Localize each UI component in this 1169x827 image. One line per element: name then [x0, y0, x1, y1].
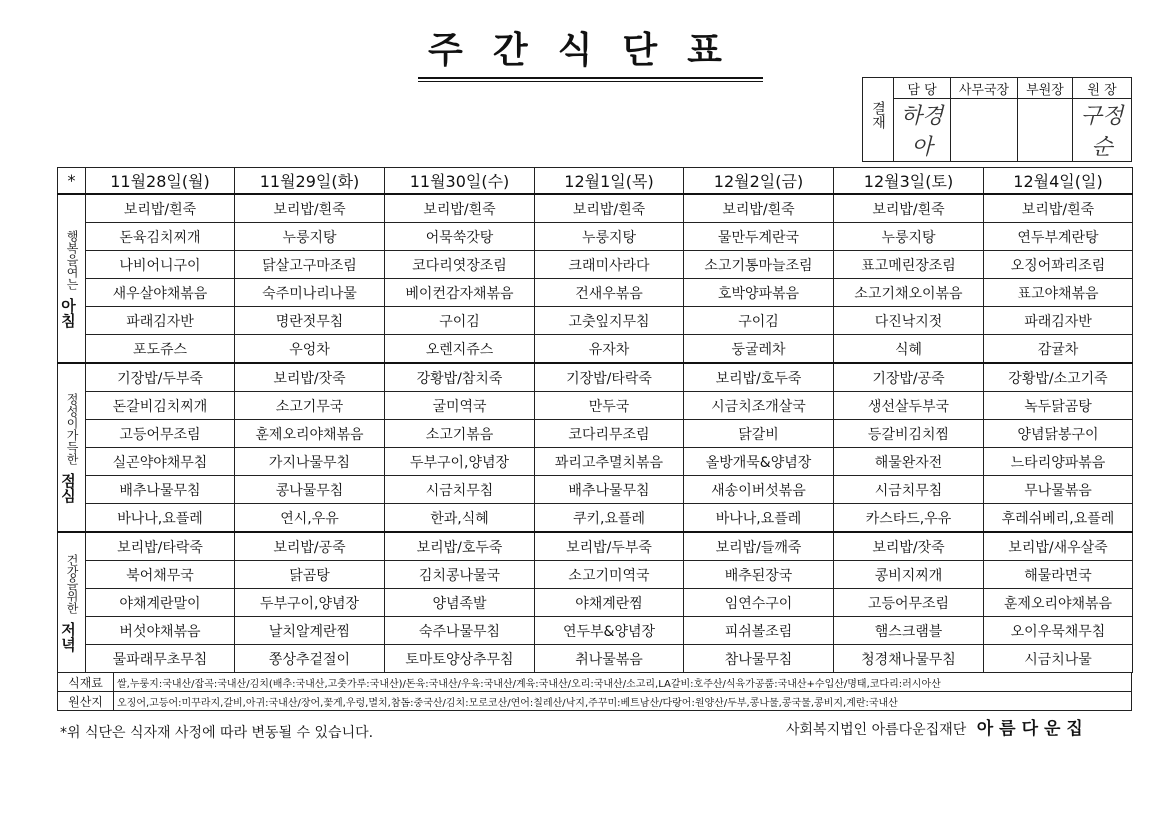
- menu-cell: 실곤약야채무침: [86, 448, 235, 476]
- meal-label-small: 정성이가득한: [65, 392, 79, 465]
- menu-cell: 오렌지쥬스: [385, 335, 535, 364]
- header-corner: *: [58, 168, 86, 195]
- signature-manager: 하경아: [894, 99, 951, 162]
- menu-cell: 고등어무조림: [86, 420, 235, 448]
- ingredient-label: 식재료: [58, 673, 114, 692]
- menu-cell: 피쉬볼조림: [684, 617, 834, 645]
- menu-cell: 해물완자전: [834, 448, 984, 476]
- menu-cell: 어묵쑥갓탕: [385, 223, 535, 251]
- meal-row: [58, 194, 1133, 223]
- menu-cell: 보리밥/타락죽: [86, 532, 235, 561]
- menu-cell: 보리밥/흰죽: [385, 194, 535, 223]
- meal-label-small: 행복을여는: [65, 229, 79, 290]
- menu-cell: 바나나,요플레: [684, 504, 834, 533]
- menu-cell: 보리밥/흰죽: [684, 194, 834, 223]
- menu-cell: 돈갈비김치찌개: [86, 392, 235, 420]
- menu-cell: 소고기통마늘조림: [684, 251, 834, 279]
- menu-cell: 오징어꽈리조림: [984, 251, 1133, 279]
- meal-label: [58, 194, 86, 363]
- menu-cell: 등갈비김치찜: [834, 420, 984, 448]
- menu-cell: 우엉차: [235, 335, 385, 364]
- menu-cell: 보리밥/흰죽: [235, 194, 385, 223]
- menu-cell: 건새우볶음: [535, 279, 684, 307]
- menu-cell: 기장밥/타락죽: [535, 363, 684, 392]
- title-underline: [418, 77, 763, 79]
- menu-cell: 구이김: [684, 307, 834, 335]
- date-header: 11월28일(월): [86, 168, 235, 195]
- meal-row: [58, 561, 1133, 589]
- weekly-menu-table: [57, 167, 1133, 673]
- menu-cell: 북어채무국: [86, 561, 235, 589]
- menu-cell: 식혜: [834, 335, 984, 364]
- menu-cell: 버섯야채볶음: [86, 617, 235, 645]
- meal-row: [58, 363, 1133, 392]
- menu-cell: 생선살두부국: [834, 392, 984, 420]
- menu-cell: 굴미역국: [385, 392, 535, 420]
- meal-row: [58, 448, 1133, 476]
- menu-cell: 나비어니구이: [86, 251, 235, 279]
- meal-label-big: 저녁: [59, 621, 77, 652]
- menu-cell: 오이우묵채무침: [984, 617, 1133, 645]
- approval-header-secretary: 사무국장: [951, 78, 1018, 99]
- menu-cell: 보리밥/호두죽: [684, 363, 834, 392]
- approval-header-manager: 담 당: [894, 78, 951, 99]
- meal-row: [58, 476, 1133, 504]
- menu-cell: 느타리양파볶음: [984, 448, 1133, 476]
- menu-cell: 새우살야채볶음: [86, 279, 235, 307]
- menu-cell: 누룽지탕: [235, 223, 385, 251]
- menu-cell: 훈제오리야채볶음: [984, 589, 1133, 617]
- menu-cell: 숙주나물무침: [385, 617, 535, 645]
- menu-cell: 임연수구이: [684, 589, 834, 617]
- origin-label: 원산지: [58, 692, 114, 711]
- meal-row: [58, 420, 1133, 448]
- organization-name: 아름다운집: [976, 719, 1089, 739]
- organization-prefix: 사회복지법인 아름다운집재단: [786, 722, 967, 738]
- menu-cell: 시금치나물: [984, 645, 1133, 673]
- menu-cell: 보리밥/흰죽: [535, 194, 684, 223]
- meal-row: [58, 589, 1133, 617]
- menu-cell: 시금치무침: [834, 476, 984, 504]
- signature-director: 구정순: [1073, 99, 1132, 162]
- meal-row: [58, 335, 1133, 364]
- menu-cell: 보리밥/새우살죽: [984, 532, 1133, 561]
- menu-cell: 무나물볶음: [984, 476, 1133, 504]
- page-title: 주간식단표: [428, 30, 752, 71]
- menu-cell: 토마토양상추무침: [385, 645, 535, 673]
- menu-cell: 호박양파볶음: [684, 279, 834, 307]
- menu-cell: 카스타드,우유: [834, 504, 984, 533]
- menu-cell: 포도쥬스: [86, 335, 235, 364]
- meal-row: [58, 504, 1133, 533]
- menu-cell: 베이컨감자채볶음: [385, 279, 535, 307]
- menu-cell: 보리밥/잣죽: [834, 532, 984, 561]
- menu-cell: 연시,우유: [235, 504, 385, 533]
- menu-cell: 표고야채볶음: [984, 279, 1133, 307]
- menu-cell: 시금치무침: [385, 476, 535, 504]
- menu-cell: 콩나물무침: [235, 476, 385, 504]
- menu-cell: 연두부계란탕: [984, 223, 1133, 251]
- menu-cell: 참나물무침: [684, 645, 834, 673]
- menu-cell: 소고기무국: [235, 392, 385, 420]
- menu-cell: 고춧잎지무침: [535, 307, 684, 335]
- menu-cell: 양념족발: [385, 589, 535, 617]
- date-header: 12월3일(토): [834, 168, 984, 195]
- signature-vice-director: [1018, 99, 1073, 162]
- menu-cell: 감귤차: [984, 335, 1133, 364]
- signature-secretary: [951, 99, 1018, 162]
- menu-cell: 후레쉬베리,요플레: [984, 504, 1133, 533]
- menu-cell: 크래미사라다: [535, 251, 684, 279]
- menu-cell: 기장밥/두부죽: [86, 363, 235, 392]
- meal-label: [58, 363, 86, 532]
- menu-cell: 닭곰탕: [235, 561, 385, 589]
- menu-cell: 고등어무조림: [834, 589, 984, 617]
- menu-cell: 바나나,요플레: [86, 504, 235, 533]
- menu-cell: 보리밥/호두죽: [385, 532, 535, 561]
- menu-cell: 가지나물무침: [235, 448, 385, 476]
- menu-cell: 숙주미나리나물: [235, 279, 385, 307]
- menu-cell: 소고기볶음: [385, 420, 535, 448]
- menu-cell: 연두부&양념장: [535, 617, 684, 645]
- menu-cell: 누룽지탕: [834, 223, 984, 251]
- menu-cell: 닭살고구마조림: [235, 251, 385, 279]
- menu-cell: 돈육김치찌개: [86, 223, 235, 251]
- menu-cell: 김치콩나물국: [385, 561, 535, 589]
- meal-row: [58, 645, 1133, 673]
- date-header: 11월29일(화): [235, 168, 385, 195]
- date-header: 11월30일(수): [385, 168, 535, 195]
- date-header: 12월4일(일): [984, 168, 1133, 195]
- menu-cell: 누룽지탕: [535, 223, 684, 251]
- approval-header-director: 원 장: [1073, 78, 1132, 99]
- menu-cell: 보리밥/흰죽: [86, 194, 235, 223]
- menu-cell: 코다리엿장조림: [385, 251, 535, 279]
- menu-cell: 배추나물무침: [86, 476, 235, 504]
- menu-cell: 해물라면국: [984, 561, 1133, 589]
- menu-cell: 유자차: [535, 335, 684, 364]
- menu-cell: 보리밥/들깨죽: [684, 532, 834, 561]
- meal-row: [58, 392, 1133, 420]
- menu-cell: 한과,식혜: [385, 504, 535, 533]
- date-header-row: [58, 168, 1133, 195]
- menu-cell: 둥굴레차: [684, 335, 834, 364]
- menu-cell: 보리밥/흰죽: [984, 194, 1133, 223]
- date-header: 12월1일(목): [535, 168, 684, 195]
- menu-cell: 콩비지찌개: [834, 561, 984, 589]
- menu-cell: 양념닭봉구이: [984, 420, 1133, 448]
- approval-header-vice-director: 부원장: [1018, 78, 1073, 99]
- menu-cell: 명란젓무침: [235, 307, 385, 335]
- menu-cell: 기장밥/공죽: [834, 363, 984, 392]
- meal-row: [58, 617, 1133, 645]
- menu-cell: 야채계란찜: [535, 589, 684, 617]
- menu-cell: 날치알계란찜: [235, 617, 385, 645]
- origin-line-2: 오징어,고등어:미꾸라지,갈비,아귀:국내산/장어,꽃게,우렁,멸치,참돔:중국산/김치:모로코산/연어:칠레산/낙지,주꾸미:베트남산/다랑어:원양산/두부,콩나물,콩국물,콩비지,계란:국내산: [114, 692, 1132, 711]
- meal-row: [58, 532, 1133, 561]
- menu-cell: 올방개묵&양념장: [684, 448, 834, 476]
- menu-cell: 다진낙지젓: [834, 307, 984, 335]
- menu-cell: 닭갈비: [684, 420, 834, 448]
- menu-cell: 보리밥/두부죽: [535, 532, 684, 561]
- menu-cell: 강황밥/참치죽: [385, 363, 535, 392]
- menu-cell: 청경채나물무침: [834, 645, 984, 673]
- menu-cell: 물파래무초무침: [86, 645, 235, 673]
- ingredient-origin-table: [57, 672, 1132, 711]
- meal-label: [58, 532, 86, 673]
- menu-change-note: *위 식단은 식자재 사정에 따라 변동될 수 있습니다.: [60, 725, 374, 741]
- menu-cell: 배추된장국: [684, 561, 834, 589]
- menu-cell: 파래김자반: [86, 307, 235, 335]
- menu-cell: 구이김: [385, 307, 535, 335]
- menu-cell: 소고기미역국: [535, 561, 684, 589]
- menu-cell: 시금치조개살국: [684, 392, 834, 420]
- meal-row: [58, 251, 1133, 279]
- menu-cell: 보리밥/잣죽: [235, 363, 385, 392]
- menu-cell: 코다리무조림: [535, 420, 684, 448]
- origin-line-1: 쌀,누룽지:국내산/잡곡:국내산/김치(배추:국내산,고춧가루:국내산)/돈육:국내산/우육:국내산/계육:국내산/오리:국내산/소고리,LA갈비:호주산/식육가공품:국내산+수입산/명태,코다리:러시아산: [114, 673, 1132, 692]
- menu-cell: 파래김자반: [984, 307, 1133, 335]
- menu-cell: 훈제오리야채볶음: [235, 420, 385, 448]
- meal-row: [58, 279, 1133, 307]
- approval-box: [862, 77, 1132, 162]
- title-underline-thin: [418, 81, 763, 82]
- meal-row: [58, 307, 1133, 335]
- menu-cell: 표고메린장조림: [834, 251, 984, 279]
- menu-cell: 새송이버섯볶음: [684, 476, 834, 504]
- menu-cell: 꽈리고추멸치볶음: [535, 448, 684, 476]
- menu-cell: 보리밥/흰죽: [834, 194, 984, 223]
- menu-cell: 보리밥/공죽: [235, 532, 385, 561]
- menu-cell: 물만두계란국: [684, 223, 834, 251]
- menu-cell: 쿠키,요플레: [535, 504, 684, 533]
- organization: [786, 714, 1089, 739]
- menu-cell: 쫑상추겉절이: [235, 645, 385, 673]
- meal-label-big: 점심: [59, 472, 77, 503]
- meal-label-small: 건강을위한: [65, 553, 79, 614]
- menu-cell: 두부구이,양념장: [235, 589, 385, 617]
- approval-side-label: 결재: [863, 78, 894, 162]
- menu-cell: 두부구이,양념장: [385, 448, 535, 476]
- menu-cell: 만두국: [535, 392, 684, 420]
- menu-cell: 녹두닭곰탕: [984, 392, 1133, 420]
- meal-label-big: 아침: [59, 297, 77, 328]
- menu-cell: 강황밥/소고기죽: [984, 363, 1133, 392]
- menu-cell: 햄스크램블: [834, 617, 984, 645]
- date-header: 12월2일(금): [684, 168, 834, 195]
- menu-cell: 소고기채오이볶음: [834, 279, 984, 307]
- menu-cell: 배추나물무침: [535, 476, 684, 504]
- menu-cell: 야채계란말이: [86, 589, 235, 617]
- meal-row: [58, 223, 1133, 251]
- menu-cell: 취나물볶음: [535, 645, 684, 673]
